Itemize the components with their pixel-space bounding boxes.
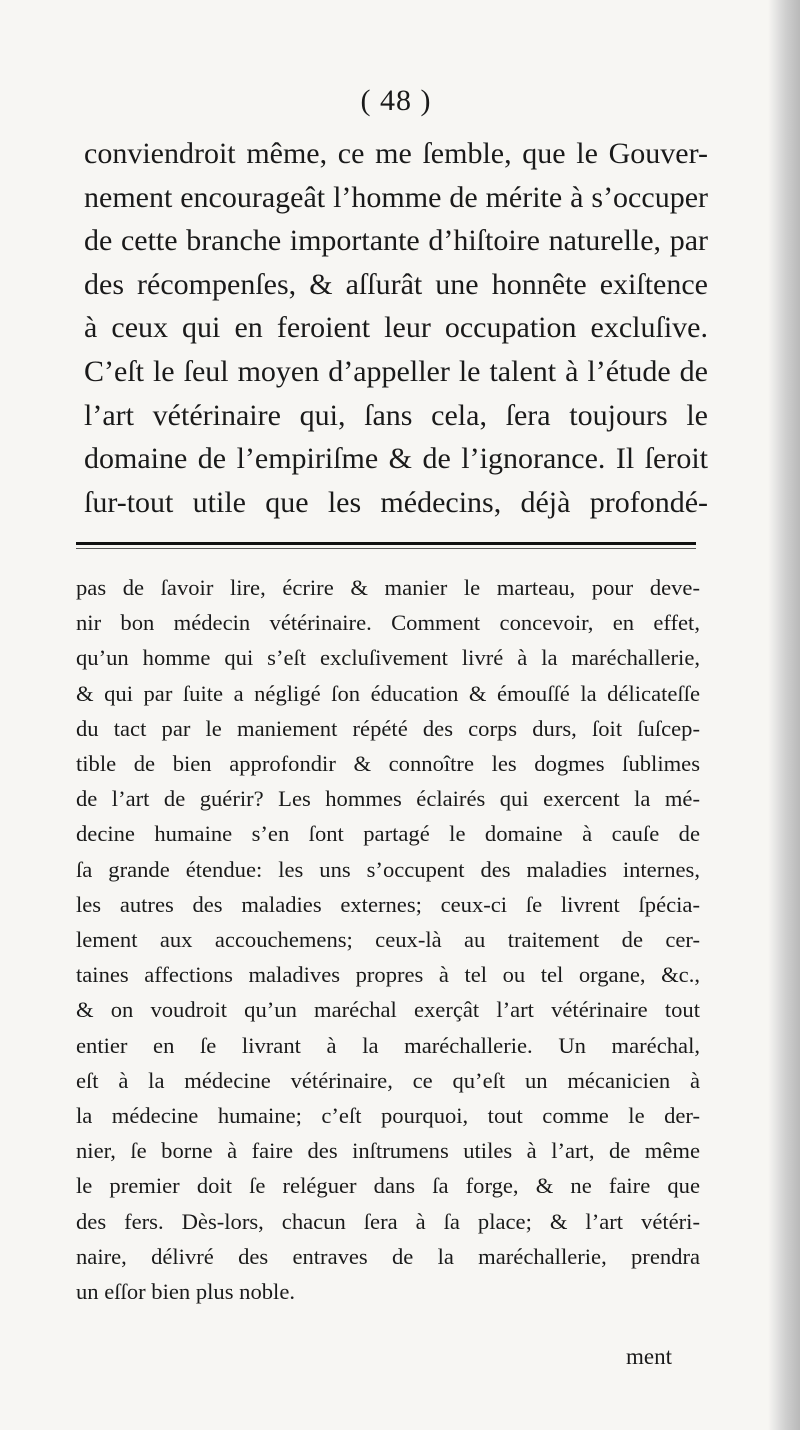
footnote-line: le premier doit ſe reléguer dans ſa forge, & ne faire que: [76, 1173, 700, 1199]
footnote-line: ſa grande étendue: les uns s’occupent des maladies internes,: [76, 856, 700, 882]
footnote-line: des fers. Dès-lors, chacun ſera à ſa place; & l’art vétéri-: [76, 1208, 700, 1234]
footnote-line: de l’art de guérir? Les hommes éclairés qui exercent la mé-: [76, 786, 700, 812]
footnote-line: nier, ſe borne à faire des inſtrumens utiles à l’art, de même: [76, 1138, 700, 1164]
footnote-divider: [76, 542, 696, 545]
footnote-line: du tact par le maniement répété des corps durs, ſoit ſuſcep-: [76, 715, 700, 741]
catchword: ment: [626, 1344, 672, 1369]
footnote-line: qu’un homme qui s’eſt excluſivement livré à la maréchallerie,: [76, 645, 700, 671]
footnote-line: un eſſor bien plus noble.: [76, 1279, 295, 1305]
main-text-block: [84, 132, 708, 524]
footnote-line: eſt à la médecine vétérinaire, ce qu’eſt un mécanicien à: [76, 1067, 700, 1093]
main-text-line: de cette branche importante d’hiſtoire naturelle, par: [84, 224, 708, 258]
footnote-line: les autres des maladies externes; ceux-ci ſe livrent ſpécia-: [76, 891, 700, 917]
footnote-line: nir bon médecin vétérinaire. Comment concevoir, en effet,: [76, 610, 700, 636]
footnote-line: tible de bien approfondir & connoître les dogmes ſublimes: [76, 751, 700, 777]
footnote-line: lement aux accouchemens; ceux-là au traitement de cer-: [76, 927, 700, 953]
footnote-block: [76, 570, 700, 1309]
footnote-line: pas de ſavoir lire, écrire & manier le marteau, pour deve-: [76, 575, 700, 600]
main-text-line: nement encourageât l’homme de mérite à s’occuper: [84, 180, 708, 214]
footnote-line: & qui par ſuite a négligé ſon éducation & émouſſé la délicateſſe: [76, 680, 700, 706]
main-text-line: l’art vétérinaire qui, ſans cela, ſera toujours le: [84, 398, 708, 432]
main-text-line: ſur-tout utile que les médecins, déjà profondé-: [84, 485, 708, 519]
footnote-line: decine humaine s’en ſont partagé le domaine à cauſe de: [76, 821, 700, 847]
footnote-line: la médecine humaine; c’eſt pourquoi, tout comme le der-: [76, 1103, 700, 1129]
page-number: ( 48 ): [360, 84, 432, 117]
footnote-line: entier en ſe livrant à la maréchallerie. Un maréchal,: [76, 1032, 700, 1058]
footnote-line: naire, délivré des entraves de la maréchallerie, prendra: [76, 1243, 700, 1269]
footnote-divider-thin: [76, 548, 696, 549]
main-text-line: à ceux qui en feroient leur occupation excluſive.: [84, 311, 708, 345]
main-text-line: des récompenſes, & aſſurât une honnête exiſtence: [84, 267, 708, 301]
main-text-line: conviendroit même, ce me ſemble, que le Gouver-: [84, 137, 708, 170]
main-text-line: domaine de l’empiriſme & de l’ignorance. Il ſeroit: [84, 442, 708, 476]
main-text-line: C’eſt le ſeul moyen d’appeller le talent à l’étude de: [84, 354, 708, 388]
page-edge-shadow: [768, 0, 800, 1430]
footnote-line: taines affections maladives propres à tel ou tel organe, &c.,: [76, 962, 700, 988]
footnote-line: & on voudroit qu’un maréchal exerçât l’art vétérinaire tout: [76, 997, 700, 1023]
